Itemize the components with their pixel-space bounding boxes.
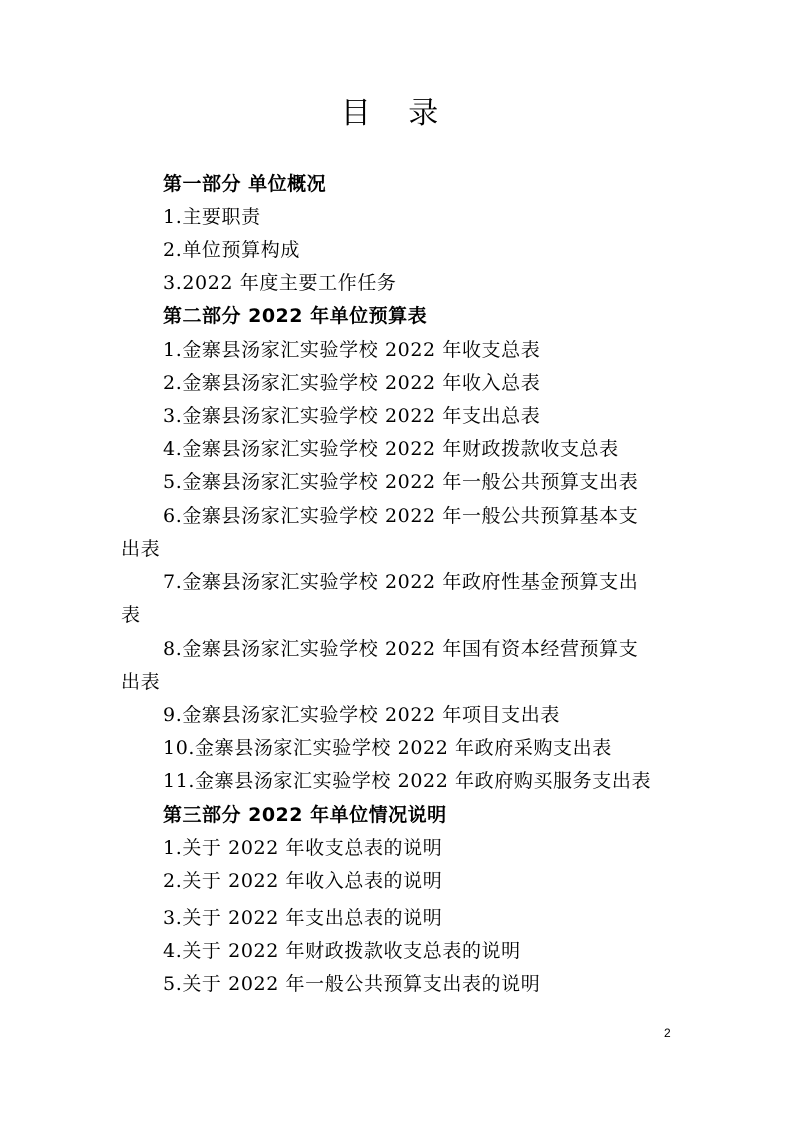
toc-item: 1.金寨县汤家汇实验学校 2022 年收支总表 (163, 339, 541, 361)
toc-item: 4.关于 2022 年财政拨款收支总表的说明 (163, 940, 521, 962)
toc-item: 5.关于 2022 年一般公共预算支出表的说明 (163, 973, 541, 995)
toc-item: 4.金寨县汤家汇实验学校 2022 年财政拨款收支总表 (163, 438, 619, 460)
toc-item: 2.金寨县汤家汇实验学校 2022 年收入总表 (163, 372, 541, 394)
page-number: 2 (664, 1026, 671, 1040)
toc-item: 1.主要职责 (163, 206, 261, 228)
toc-item: 3.关于 2022 年支出总表的说明 (163, 907, 443, 929)
toc-item: 10.金寨县汤家汇实验学校 2022 年政府采购支出表 (163, 737, 612, 759)
toc-item-continuation: 表 (121, 604, 141, 626)
toc-item: 1.关于 2022 年收支总表的说明 (163, 837, 443, 859)
toc-item: 11.金寨县汤家汇实验学校 2022 年政府购买服务支出表 (163, 770, 652, 792)
part1-heading: 第一部分 单位概况 (163, 173, 327, 195)
toc-item: 5.金寨县汤家汇实验学校 2022 年一般公共预算支出表 (163, 471, 639, 493)
toc-item-continuation: 出表 (121, 538, 161, 560)
toc-item: 2.单位预算构成 (163, 239, 300, 261)
part3-heading: 第三部分 2022 年单位情况说明 (163, 804, 447, 826)
page-title: 目 录 (340, 96, 453, 131)
toc-item: 6.金寨县汤家汇实验学校 2022 年一般公共预算基本支 (163, 505, 639, 527)
toc-item: 2.关于 2022 年收入总表的说明 (163, 870, 443, 892)
toc-item: 3.金寨县汤家汇实验学校 2022 年支出总表 (163, 405, 541, 427)
toc-item: 3.2022 年度主要工作任务 (163, 272, 397, 294)
part2-heading: 第二部分 2022 年单位预算表 (163, 305, 428, 327)
toc-item: 7.金寨县汤家汇实验学校 2022 年政府性基金预算支出 (163, 571, 639, 593)
toc-item-continuation: 出表 (121, 671, 161, 693)
toc-item: 8.金寨县汤家汇实验学校 2022 年国有资本经营预算支 (163, 638, 639, 660)
toc-item: 9.金寨县汤家汇实验学校 2022 年项目支出表 (163, 704, 560, 726)
